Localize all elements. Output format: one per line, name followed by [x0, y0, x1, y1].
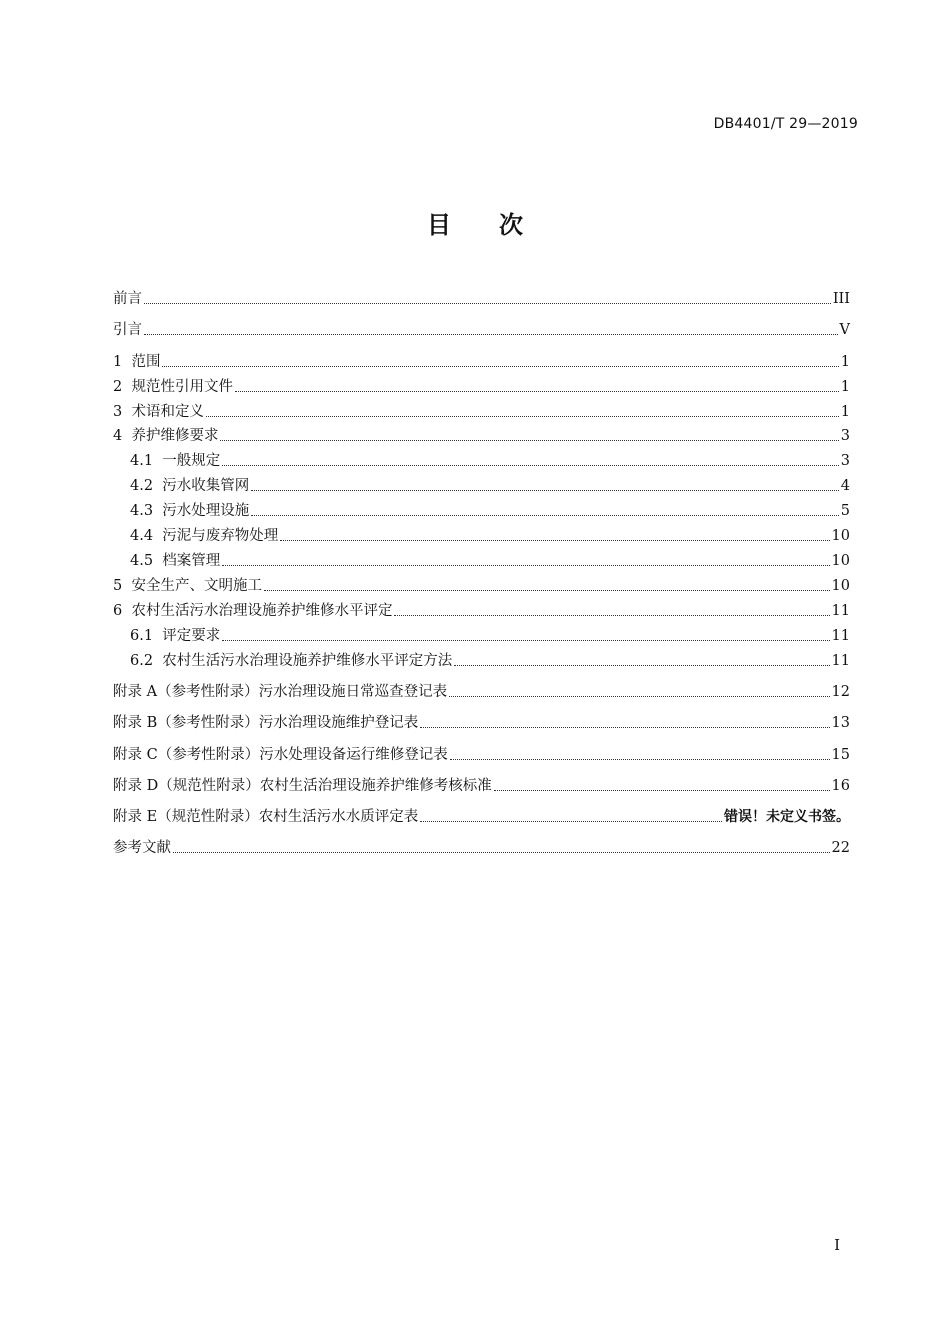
toc-entry-label: 4 养护维修要求	[113, 428, 219, 444]
toc-entry-page-error: 错误！未定义书签。	[724, 809, 850, 825]
dot-leader	[449, 695, 829, 697]
dot-leader	[162, 365, 838, 367]
toc-entry-5[interactable]	[113, 573, 850, 595]
toc-entry-label: 附录 D（规范性附录）农村生活治理设施养护维修考核标准	[113, 778, 492, 794]
dot-leader	[144, 333, 838, 335]
toc-entry-label: 6.2 农村生活污水治理设施养护维修水平评定方法	[130, 653, 453, 669]
toc-entry-page: 22	[831, 840, 850, 856]
toc-entry-page: 11	[831, 603, 850, 619]
toc-entry-page: 11	[831, 628, 850, 644]
dot-leader	[220, 439, 838, 441]
toc-entry-label: 附录 C（参考性附录）污水处理设备运行维修登记表	[113, 747, 448, 763]
dot-leader	[251, 489, 838, 491]
toc-entry-page: III	[832, 291, 850, 307]
toc-entry-page: 1	[840, 404, 850, 420]
toc-entry-page: 13	[831, 715, 850, 731]
dot-leader	[206, 415, 839, 417]
toc-entry-6-2[interactable]	[130, 648, 850, 670]
dot-leader	[420, 820, 722, 822]
toc-entry-appendix-e[interactable]	[113, 804, 850, 826]
toc-entry-6-1[interactable]	[130, 623, 850, 645]
toc-entry-appendix-a[interactable]	[113, 679, 850, 701]
toc-entry-page: 16	[831, 778, 850, 794]
toc-entry-page: 3	[840, 453, 850, 469]
toc-entry-3[interactable]	[113, 399, 850, 421]
page-number: I	[834, 1236, 840, 1254]
toc-entry-page: 1	[840, 354, 850, 370]
dot-leader	[264, 589, 830, 591]
toc-entry-page: 4	[840, 478, 850, 494]
toc-entry-label: 5 安全生产、文明施工	[113, 578, 262, 594]
dot-leader	[494, 789, 830, 791]
toc-entry-label: 2 规范性引用文件	[113, 379, 233, 395]
toc-entry-page: 10	[831, 553, 850, 569]
toc-entry-4-5[interactable]	[130, 548, 850, 570]
dot-leader	[251, 514, 838, 516]
toc-entry-label: 1 范围	[113, 354, 161, 370]
toc-entry-label: 引言	[113, 322, 142, 338]
dot-leader	[173, 851, 830, 853]
toc-entry-label: 4.5 档案管理	[130, 553, 221, 569]
toc-entry-page: 1	[840, 379, 850, 395]
toc-entry-label: 4.2 污水收集管网	[130, 478, 250, 494]
dot-leader	[222, 564, 829, 566]
toc-entry-page: 15	[831, 747, 850, 763]
dot-leader	[222, 464, 838, 466]
dot-leader	[454, 664, 829, 666]
toc-entry-appendix-c[interactable]	[113, 742, 850, 764]
toc-entry-2[interactable]	[113, 374, 850, 396]
toc-entry-label: 附录 E（规范性附录）农村生活污水水质评定表	[113, 809, 419, 825]
toc-entry-page: 10	[831, 578, 850, 594]
title-char-left: 目	[427, 211, 451, 239]
toc-entry-page: V	[839, 322, 850, 338]
toc-entry-6[interactable]	[113, 598, 850, 620]
toc-entry-introduction[interactable]	[113, 317, 850, 339]
toc-entry-label: 参考文献	[113, 840, 171, 856]
toc-entry-1[interactable]	[113, 349, 850, 371]
document-code: DB4401/T 29—2019	[713, 116, 858, 132]
toc-entry-page: 10	[831, 528, 850, 544]
toc-entry-appendix-d[interactable]	[113, 773, 850, 795]
dot-leader	[280, 539, 829, 541]
toc-entry-label: 4.1 一般规定	[130, 453, 221, 469]
toc-entry-page: 3	[840, 428, 850, 444]
page-title	[0, 205, 950, 240]
toc-entry-label: 附录 B（参考性附录）污水治理设施维护登记表	[113, 715, 419, 731]
dot-leader	[450, 758, 830, 760]
toc-entry-label: 6.1 评定要求	[130, 628, 221, 644]
dot-leader	[394, 614, 829, 616]
toc-entry-label: 4.4 污泥与废弃物处理	[130, 528, 279, 544]
toc-entry-page: 11	[831, 653, 850, 669]
toc-entry-4[interactable]	[113, 423, 850, 445]
dot-leader	[420, 726, 829, 728]
toc-entry-foreword[interactable]	[113, 286, 850, 308]
toc-entry-appendix-b[interactable]	[113, 710, 850, 732]
toc-entry-label: 6 农村生活污水治理设施养护维修水平评定	[113, 603, 393, 619]
toc-entry-page: 5	[840, 503, 850, 519]
dot-leader	[222, 639, 829, 641]
dot-leader	[144, 302, 831, 304]
toc-entry-label: 3 术语和定义	[113, 404, 204, 420]
toc-entry-label: 附录 A（参考性附录）污水治理设施日常巡查登记表	[113, 684, 448, 700]
toc-entry-4-3[interactable]	[130, 498, 850, 520]
title-char-right: 次	[499, 211, 523, 239]
toc-entry-page: 12	[831, 684, 850, 700]
toc-entry-label: 4.3 污水处理设施	[130, 503, 250, 519]
toc-entry-label: 前言	[113, 291, 142, 307]
toc-entry-4-1[interactable]	[130, 448, 850, 470]
toc-entry-4-4[interactable]	[130, 523, 850, 545]
toc-entry-4-2[interactable]	[130, 473, 850, 495]
toc-entry-references[interactable]	[113, 835, 850, 857]
dot-leader	[235, 390, 839, 392]
